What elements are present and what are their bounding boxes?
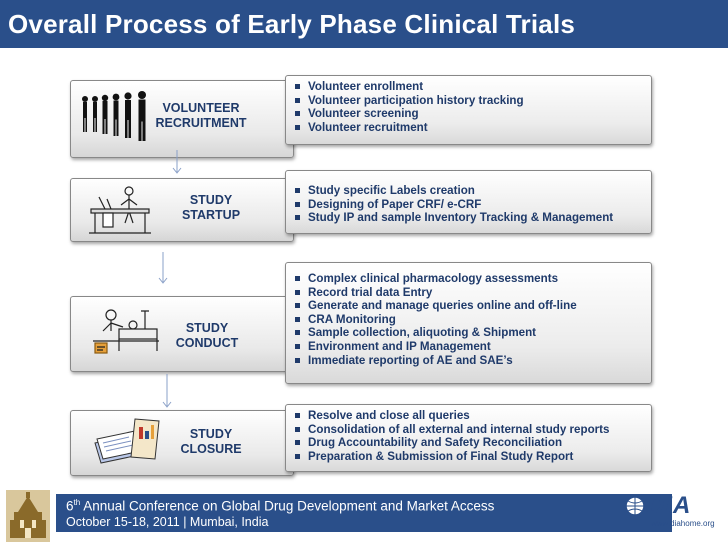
bullet-item: Study IP and sample Inventory Tracking & Management (290, 211, 651, 225)
details-box-volunteer-recruitment (285, 75, 652, 145)
bullet-item: Designing of Paper CRF/ e-CRF (290, 198, 651, 212)
bullet-item: Generate and manage queries online and off-line (290, 299, 651, 313)
globe-icon (625, 496, 645, 516)
bullet-item: Volunteer screening (290, 107, 651, 121)
down-arrow-icon (158, 252, 168, 284)
patient-bed-icon (89, 301, 163, 363)
details-box-study-conduct (285, 262, 652, 384)
phase-label-study-startup: STUDY STARTUP (181, 193, 241, 222)
dia-logo (615, 486, 723, 542)
bullet-item: Volunteer recruitment (290, 121, 651, 135)
down-arrow-icon (162, 374, 172, 408)
bullet-item: Immediate reporting of AE and SAE’s (290, 354, 651, 368)
bullet-item: Sample collection, aliquoting & Shipment (290, 326, 651, 340)
bullet-item: Volunteer participation history tracking (290, 94, 651, 108)
details-box-study-startup (285, 170, 652, 234)
bullet-item: Record trial data Entry (290, 286, 651, 300)
dia-logo-text: DIA (647, 492, 692, 519)
phase-box-study-conduct (70, 296, 294, 372)
phase-box-study-startup (70, 178, 294, 242)
details-box-study-closure (285, 404, 652, 472)
bullet-item: Resolve and close all queries (290, 409, 651, 423)
bullet-item: CRA Monitoring (290, 313, 651, 327)
documents-icon (89, 413, 165, 469)
lab-startup-icon (85, 183, 155, 239)
phase-label-study-closure: STUDY CLOSURE (180, 427, 242, 456)
phase-box-study-closure (70, 410, 294, 476)
phase-label-study-conduct: STUDY CONDUCT (175, 321, 239, 350)
conference-date-location: October 15-18, 2011 | Mumbai, India (66, 515, 269, 529)
phase-box-volunteer-recruitment (70, 80, 294, 158)
bullet-item: Consolidation of all external and internal study reports (290, 423, 651, 437)
conference-title: 6th Annual Conference on Global Drug Development and Market Access (66, 498, 495, 514)
bullet-item: Complex clinical pharmacology assessments (290, 272, 651, 286)
volunteers-icon (79, 91, 159, 147)
footer-bar (56, 494, 672, 532)
slide-title: Overall Process of Early Phase Clinical Trials (8, 9, 576, 39)
mumbai-landmark-icon (6, 490, 50, 542)
bullet-item: Study specific Labels creation (290, 184, 651, 198)
bullet-item: Environment and IP Management (290, 340, 651, 354)
dia-logo-url: www.diahome.org (651, 519, 715, 528)
bullet-item: Drug Accountability and Safety Reconciliation (290, 436, 651, 450)
phase-label-volunteer-recruitment: VOLUNTEER RECRUITMENT (155, 101, 247, 130)
title-bar (0, 0, 728, 48)
bullet-item: Volunteer enrollment (290, 80, 651, 94)
bullet-item: Preparation & Submission of Final Study Report (290, 450, 651, 464)
down-arrow-icon (172, 150, 182, 174)
